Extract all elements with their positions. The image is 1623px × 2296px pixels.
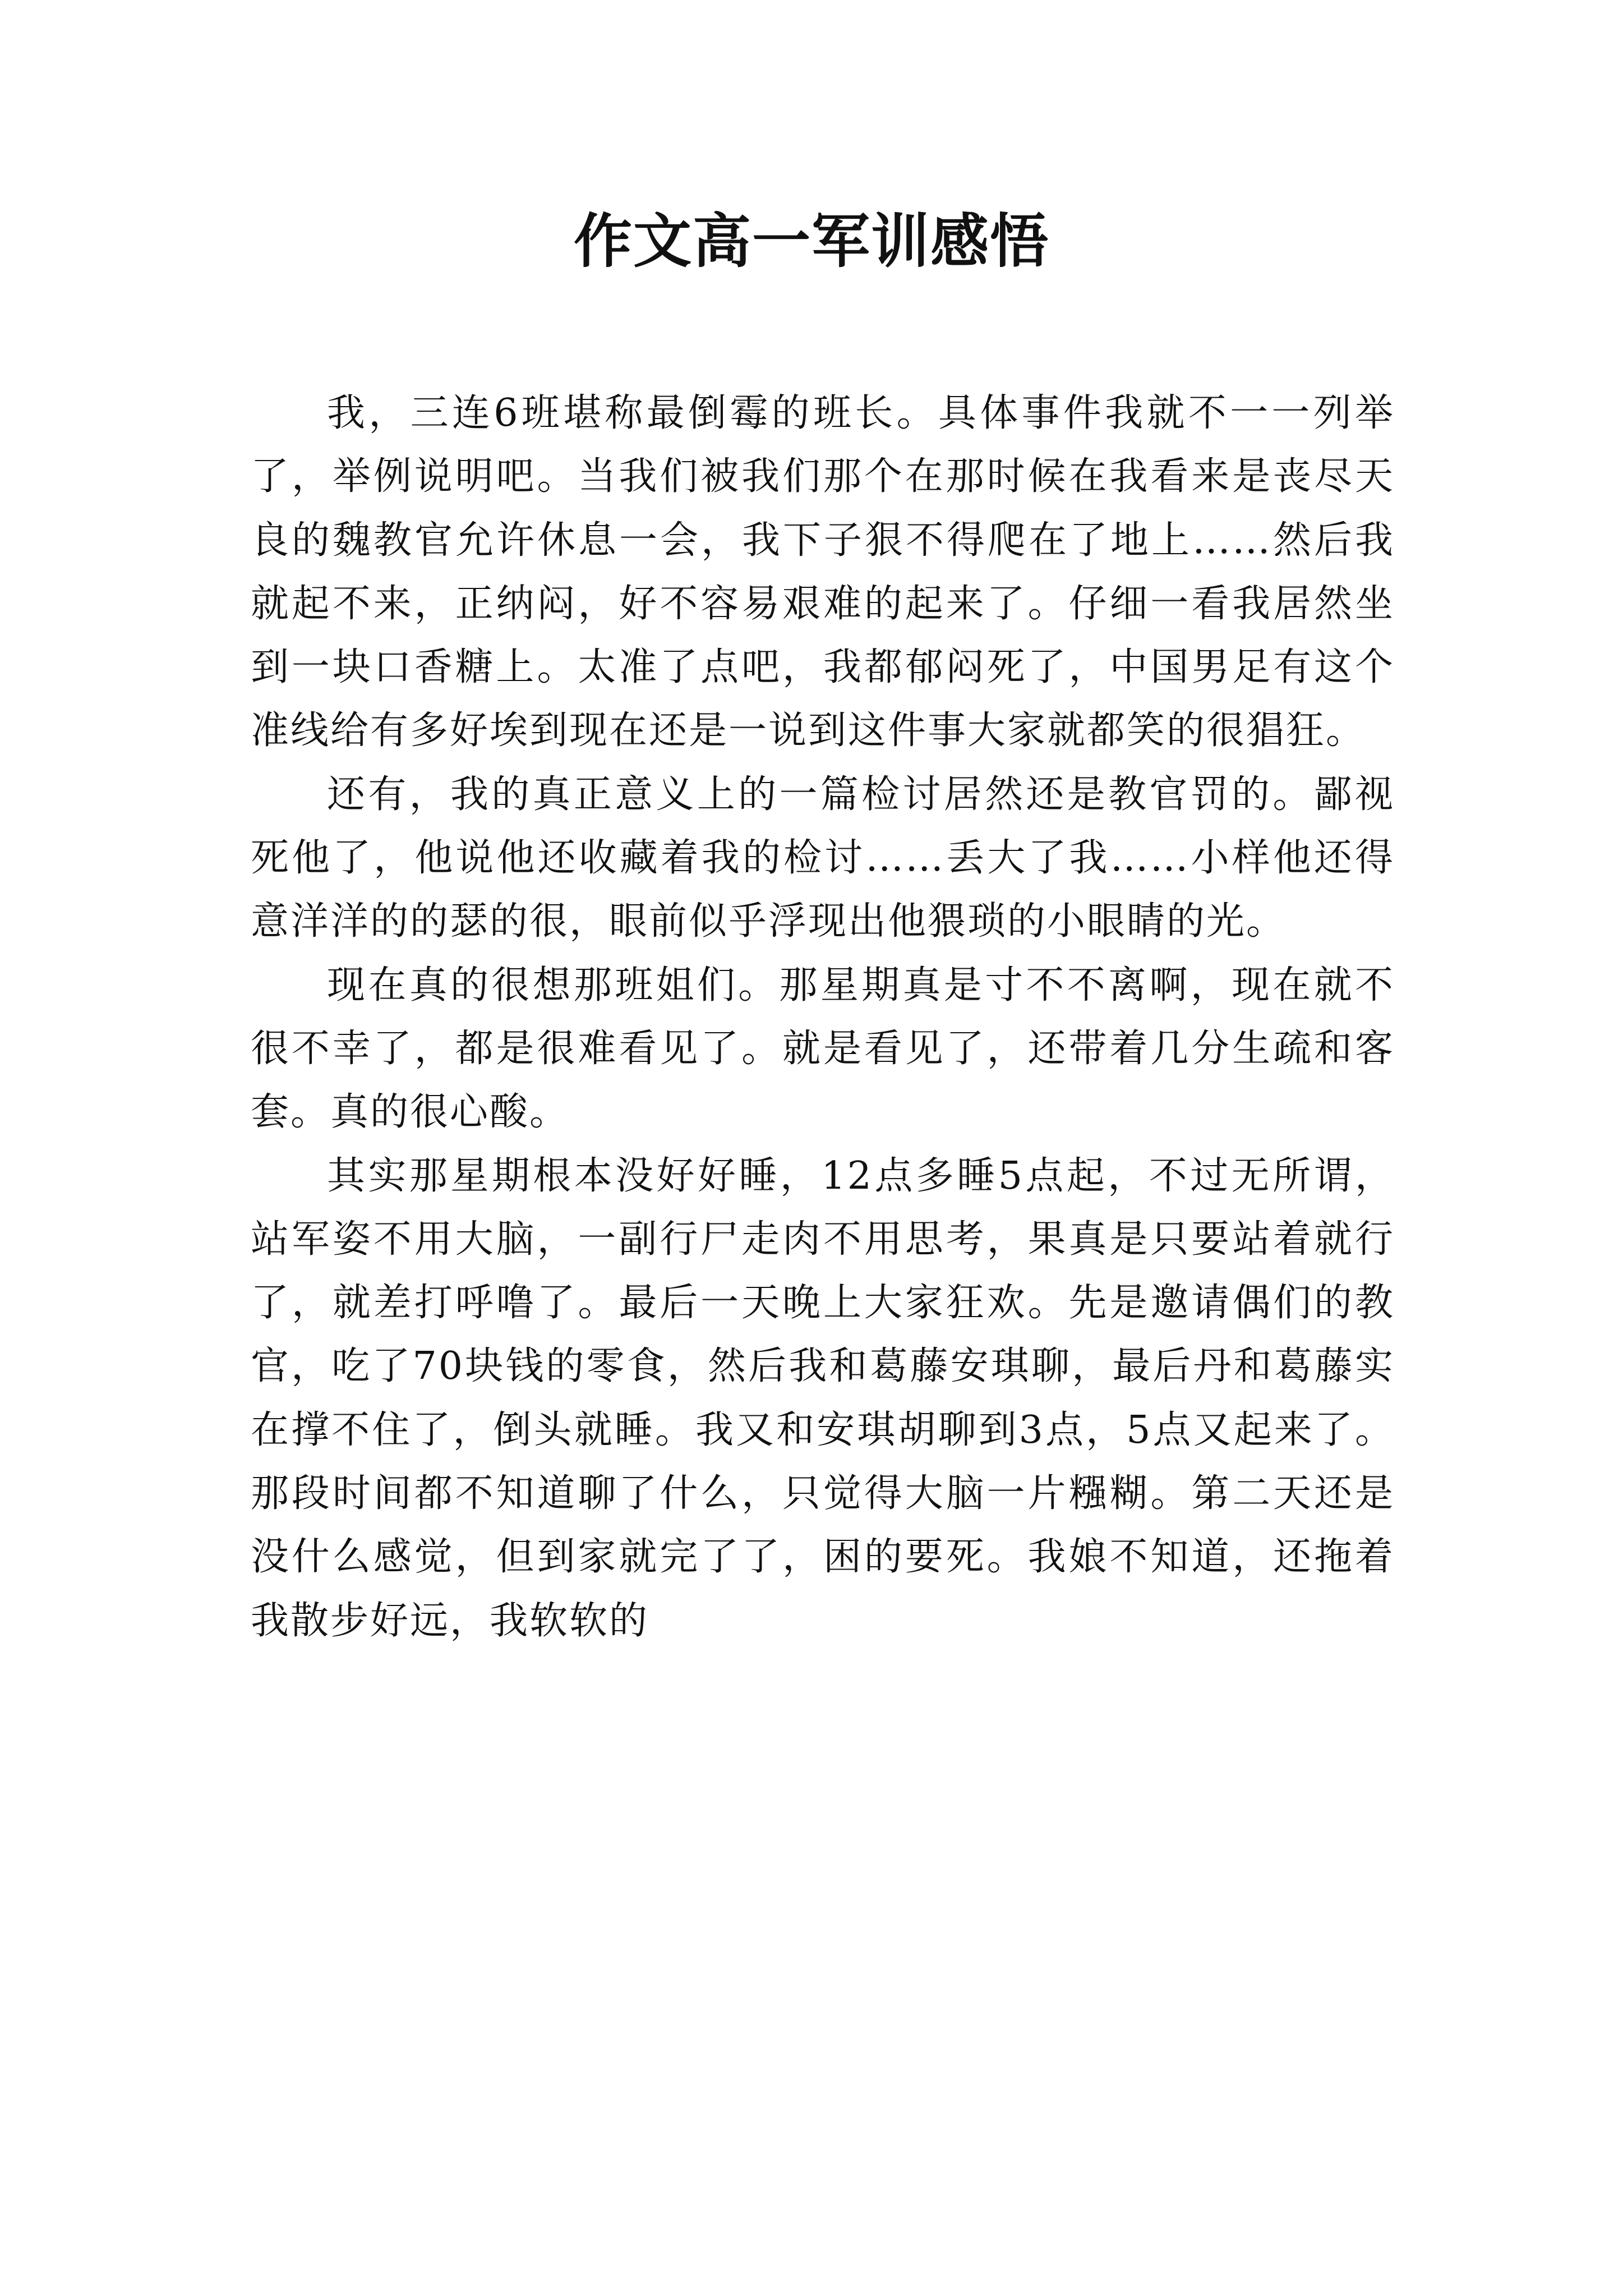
document-title: 作文高一军训感悟	[573, 206, 1049, 275]
paragraph-1: 我，三连6班堪称最倒霉的班长。具体事件我就不一一列举了，举例说明吧。当我们被我们那个在那时候在我看来是丧尽天良的魏教官允许休息一会，我下子狠不得爬在了地上……然后我就起不来，正纳闷，好不容易艰难的起来了。仔细一看我居然坐到一块口香糖上。太准了点吧，我都郁闷死了，中国男足有这个准线给有多好埃到现在还是一说到这件事大家就都笑的很猖狂。	[251, 391, 1395, 753]
paragraph-4: 其实那星期根本没好好睡，12点多睡5点起，不过无所谓，站军姿不用大脑，一副行尸走肉不用思考，果真是只要站着就行了，就差打呼噜了。最后一天晚上大家狂欢。先是邀请偶们的教官，吃了70块钱的零食，然后我和葛藤安琪聊，最后丹和葛藤实在撑不住了，倒头就睡。我又和安琪胡聊到3点，5点又起来了。那段时间都不知道聊了什么，只觉得大脑一片糨糊。第二天还是没什么感觉，但到家就完了了，困的要死。我娘不知道，还拖着我散步好远，我软软的	[251, 1153, 1395, 1643]
paragraph-3: 现在真的很想那班姐们。那星期真是寸不不离啊，现在就不很不幸了，都是很难看见了。就是看见了，还带着几分生疏和客套。真的很心酸。	[251, 963, 1395, 1135]
document-body	[251, 381, 1395, 1653]
paragraph-2: 还有，我的真正意义上的一篇检讨居然还是教官罚的。鄙视死他了，他说他还收藏着我的检讨……丢大了我……小样他还得意洋洋的的瑟的很，眼前似乎浮现出他猥琐的小眼睛的光。	[251, 772, 1395, 944]
